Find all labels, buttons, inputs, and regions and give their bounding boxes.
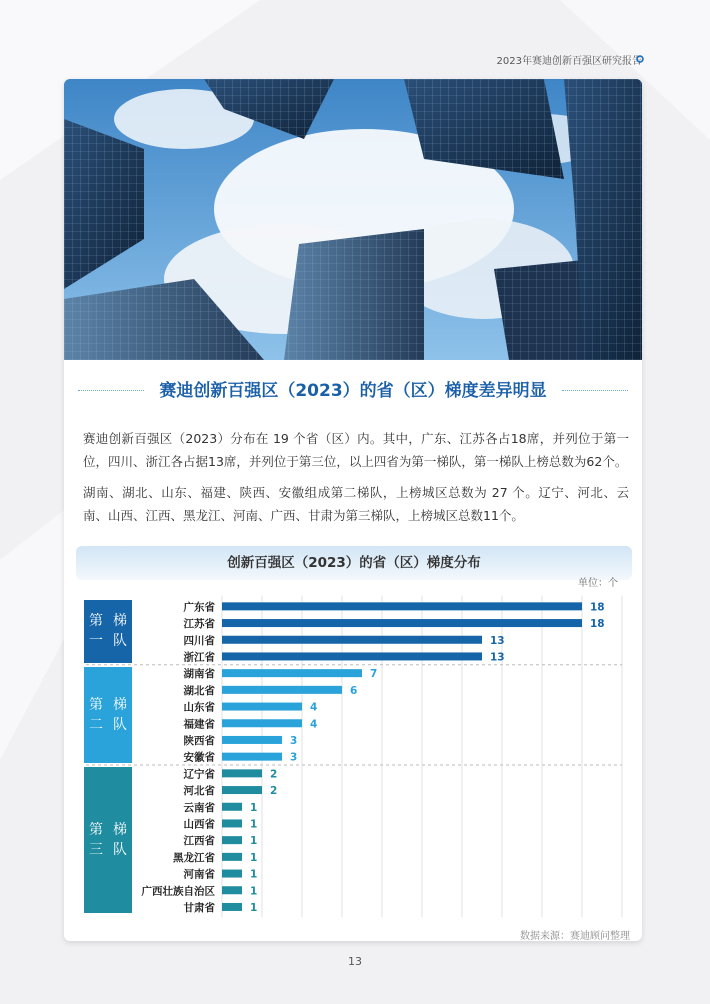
- category-label: 四川省: [183, 634, 215, 647]
- tier-label-line: 第二: [89, 696, 103, 733]
- bar: [222, 836, 242, 844]
- category-label: 江苏省: [183, 618, 215, 631]
- report-header-title: 2023年赛迪创新百强区研究报告: [496, 56, 642, 67]
- bar: [222, 870, 242, 878]
- bar: [222, 703, 302, 711]
- category-label: 湖北省: [183, 684, 215, 697]
- value-label: 1: [250, 901, 258, 914]
- content-card: [64, 79, 642, 941]
- value-label: 18: [590, 601, 605, 614]
- value-label: 4: [310, 701, 318, 714]
- bar: [222, 736, 282, 744]
- tier-label-line: 梯队: [113, 613, 127, 650]
- value-label: 3: [290, 734, 298, 747]
- bar: [222, 719, 302, 727]
- bar: [222, 619, 582, 627]
- bar: [222, 669, 362, 677]
- category-label: 山东省: [183, 701, 215, 714]
- bar: [222, 652, 482, 660]
- value-label: 18: [590, 618, 605, 631]
- value-label: 4: [310, 718, 318, 731]
- bar: [222, 786, 262, 794]
- category-label: 广西壮族自治区: [141, 885, 215, 898]
- paragraph-2: 湖南、湖北、山东、福建、陕西、安徽组成第二梯队，上榜城区总数为 27 个。辽宁、河北、云南、山西、江西、黑龙江、河南、广西、甘肃为第三梯队，上榜城区总数11个。: [83, 485, 629, 523]
- category-label: 河北省: [183, 785, 215, 798]
- title-divider-right: [562, 390, 628, 391]
- category-label: 甘肃省: [183, 901, 215, 914]
- bar: [222, 686, 342, 694]
- bar: [222, 636, 482, 644]
- data-source: 数据来源：赛迪顾问整理: [520, 931, 630, 941]
- value-label: 3: [290, 751, 298, 764]
- category-label: 浙江省: [183, 651, 215, 664]
- bar: [222, 819, 242, 827]
- chart-unit-label: 单位：个: [578, 578, 618, 589]
- category-label: 湖南省: [183, 668, 215, 681]
- value-label: 6: [350, 684, 358, 697]
- value-label: 1: [250, 851, 258, 864]
- value-label: 1: [250, 885, 258, 898]
- category-label: 广东省: [183, 601, 215, 614]
- tier-label-line: 第三: [89, 822, 103, 859]
- bar: [222, 803, 242, 811]
- value-label: 7: [370, 668, 378, 681]
- value-label: 2: [270, 785, 278, 798]
- bar: [222, 753, 282, 761]
- category-label: 河南省: [183, 868, 215, 881]
- bar: [222, 853, 242, 861]
- value-label: 1: [250, 801, 258, 814]
- paragraph-1: 赛迪创新百强区（2023）分布在 19 个省（区）内。其中，广东、江苏各占18席，并列位于第一位，四川、浙江各占据13席，并列位于第三位，以上四省为第一梯队，第一梯队上榜总数为62个。: [83, 431, 629, 469]
- tier-distribution-chart: [76, 546, 632, 936]
- tier-label-line: 梯队: [113, 822, 127, 859]
- bar: [222, 769, 262, 777]
- bar: [222, 886, 242, 894]
- value-label: 1: [250, 835, 258, 848]
- value-label: 1: [250, 868, 258, 881]
- bar-chart-svg: [76, 546, 632, 936]
- category-label: 陕西省: [183, 734, 215, 747]
- skyscraper-photo: [64, 79, 642, 360]
- header-ring-icon: [636, 55, 644, 63]
- tier-label-line: 梯队: [113, 696, 127, 733]
- chart-title: 创新百强区（2023）的省（区）梯度分布: [76, 546, 632, 580]
- page-number: 13: [348, 955, 362, 968]
- bar: [222, 602, 582, 610]
- value-label: 2: [270, 768, 278, 781]
- category-label: 江西省: [183, 835, 215, 848]
- value-label: 13: [490, 634, 505, 647]
- category-label: 黑龙江省: [173, 851, 215, 864]
- category-label: 云南省: [183, 801, 215, 814]
- section-title: 赛迪创新百强区（2023）的省（区）梯度差异明显: [159, 381, 547, 401]
- value-label: 1: [250, 818, 258, 831]
- category-label: 山西省: [183, 818, 215, 831]
- bar: [222, 903, 242, 911]
- category-label: 福建省: [183, 718, 215, 731]
- value-label: 13: [490, 651, 505, 664]
- category-label: 辽宁省: [183, 768, 215, 781]
- category-label: 安徽省: [183, 751, 215, 764]
- tier-label-line: 第一: [89, 613, 103, 650]
